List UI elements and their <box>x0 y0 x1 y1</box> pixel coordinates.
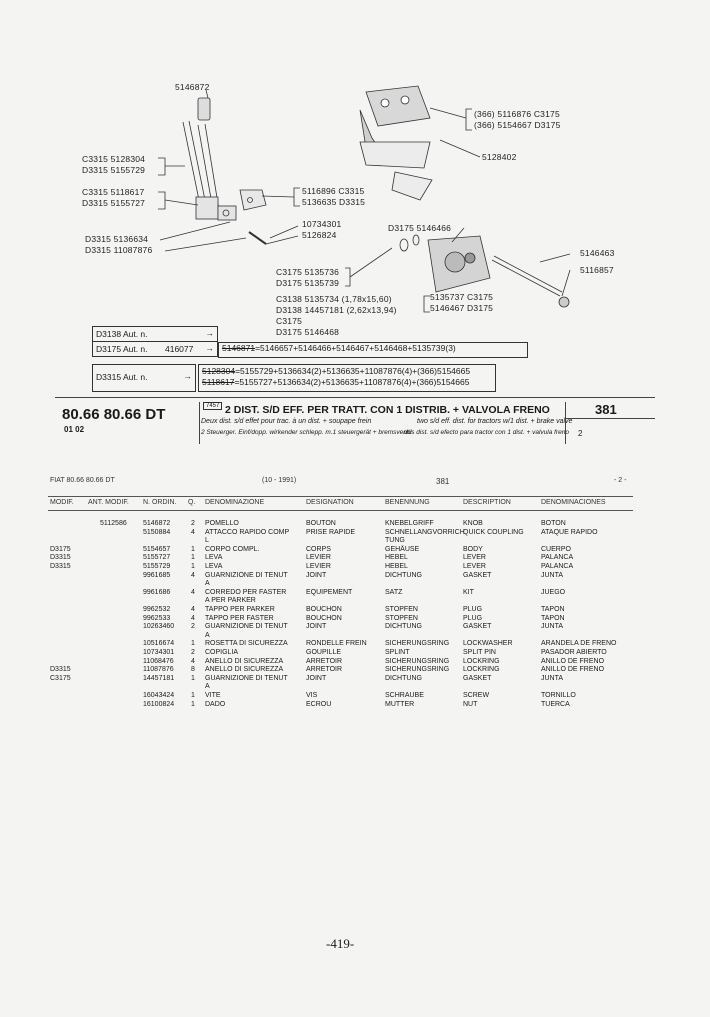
cell-it: GUARNIZIONE DI TENUT <box>205 674 288 682</box>
callout-label: D3315 5155729 <box>82 165 146 175</box>
cell-modif: C3175 <box>50 674 71 682</box>
cell-de: KNEBELGRIFF <box>385 520 434 527</box>
callout-label: D3138 14457181 (2,62x13,94) <box>276 305 397 315</box>
cell-es: TAPON <box>541 606 565 613</box>
cell-de: SPLINT <box>385 649 410 656</box>
cell-it: L <box>205 537 209 545</box>
replacement-formula-d3175 <box>218 342 528 358</box>
callout-label: D3315 5136634 <box>85 234 149 244</box>
cell-en: BODY <box>463 545 483 553</box>
cell-en: GASKET <box>463 571 492 579</box>
struck-part-number: 5128304 <box>202 366 236 376</box>
cell-es: TAPON <box>541 614 565 622</box>
callout-label: (366) 5116876 C3175 <box>474 109 560 119</box>
cell-it: VITE <box>205 692 221 699</box>
cell-de: DICHTUNG <box>385 674 422 682</box>
cell-q: 8 <box>191 666 195 674</box>
cell-ord: 10734301 <box>143 649 175 656</box>
callout-label: D3315 11087876 <box>85 245 153 255</box>
cell-it: A <box>205 683 210 691</box>
page-number: -419- <box>326 936 355 951</box>
cell-ord: 16043424 <box>143 692 175 699</box>
cell-de: SICHERUNGSRING <box>385 666 450 674</box>
callout-label: 5126824 <box>302 230 337 240</box>
cell-de: HEBEL <box>385 554 408 562</box>
cell-modif: D3315 <box>50 554 71 562</box>
cell-en: SCREW <box>463 692 490 699</box>
col-description: DESCRIPTION <box>463 499 511 506</box>
cell-es: JUNTA <box>541 571 564 579</box>
cell-it: TAPPO PER FASTER <box>205 614 274 622</box>
cell-fr: VIS <box>306 692 318 699</box>
struck-part-number: 5146871 <box>222 343 256 353</box>
table-page: 381 <box>436 477 450 486</box>
callout-label: 5135737 C3175 <box>430 292 494 302</box>
replacement-formula: =5146657+5146466+5146467+5146468+5135739(3) <box>255 343 456 353</box>
cell-ord: 5150884 <box>143 528 171 536</box>
cell-it: A <box>205 631 210 639</box>
cell-it: DADO <box>205 700 226 708</box>
replacement-formula: =5155729+5136634(2)+5136635+11087876(4)+(366)5154665 <box>235 366 471 376</box>
cell-q: 4 <box>191 588 195 596</box>
cell-en: LOCKRING <box>463 666 500 674</box>
arrow-icon: → <box>205 343 214 353</box>
cell-de: MUTTER <box>385 700 415 708</box>
cell-fr: ARRETOIR <box>306 657 343 665</box>
plate-header <box>55 397 655 444</box>
struck-part-number: 5118617 <box>202 377 235 387</box>
aut-number: 416077 <box>165 344 194 354</box>
cell-q: 1 <box>191 563 195 570</box>
table-sheet: - 2 - <box>614 477 627 484</box>
cell-ord: 5154657 <box>143 545 171 553</box>
cell-fr: BOUTON <box>306 520 336 527</box>
callout-label: C3138 5135734 (1,78x15,60) <box>276 294 392 304</box>
callout-label: C3175 5135736 <box>276 267 340 277</box>
cell-es: ATAQUE RAPIDO <box>541 528 598 536</box>
aut-box-d3175 <box>92 341 218 357</box>
model-title: 80.66 80.66 DT <box>62 406 166 423</box>
cell-it: ROSETTA DI SICUREZZA <box>205 640 288 648</box>
plate-number: 381 <box>595 402 617 417</box>
cell-fr: BOUCHON <box>306 606 342 613</box>
cell-ord: 11087876 <box>143 666 174 674</box>
subtitle-es: dos dist. s/d efecto para tractor con 1 dist. + valvula freno <box>404 429 569 436</box>
aut-box-d3138 <box>92 326 218 342</box>
cell-it: GUARNIZIONE DI TENUT <box>205 623 288 631</box>
cell-fr: RONDELLE FREIN <box>306 640 367 648</box>
cell-es: JUEGO <box>541 588 566 596</box>
cell-en: LOCKRING <box>463 657 500 665</box>
table-model: FIAT 80.66 80.66 DT <box>50 477 115 484</box>
cell-es: ANILLO DE FRENO <box>541 666 605 674</box>
cell-de: STOPFEN <box>385 614 418 622</box>
cell-es: CUERPO <box>541 545 571 553</box>
cell-es: ARANDELA DE FRENO <box>541 640 617 648</box>
cell-fr: LEVIER <box>306 563 331 570</box>
linkage <box>240 190 266 210</box>
cell-q: 4 <box>191 528 195 536</box>
cell-en: PLUG <box>463 606 483 613</box>
cell-q: 1 <box>191 674 195 682</box>
cell-q: 1 <box>191 700 195 708</box>
cell-ord: 16100824 <box>143 700 175 708</box>
callout-label: 5146872 <box>175 82 210 92</box>
col-denominazione: DENOMINAZIONE <box>205 499 265 506</box>
aut-box-label: D3138 Aut. n. <box>96 329 148 339</box>
aut-box-d3315 <box>92 364 196 392</box>
cell-q: 2 <box>191 520 195 527</box>
callout-label: 5146467 D3175 <box>430 303 494 313</box>
cell-fr: PRISE RAPIDE <box>306 528 356 536</box>
cell-en: NUT <box>463 700 478 708</box>
cell-q: 2 <box>191 649 195 656</box>
aut-box-label: D3315 Aut. n. <box>96 372 148 382</box>
cell-en: LEVER <box>463 554 486 562</box>
cell-q: 4 <box>191 614 195 622</box>
cell-es: BOTON <box>541 520 566 527</box>
callout-label: C3315 5128304 <box>82 154 146 164</box>
cell-es: PALANCA <box>541 554 574 562</box>
cell-q: 1 <box>191 554 195 562</box>
cell-fr: ECROU <box>306 700 332 708</box>
cell-it: ANELLO DI SICUREZZA <box>205 657 284 665</box>
cell-de: STOPFEN <box>385 606 418 613</box>
table-row <box>0 701 710 710</box>
rod <box>492 256 562 296</box>
col-modif: MODIF. <box>50 499 74 506</box>
cell-fr: GOUPILLE <box>306 649 342 656</box>
cell-it: CORPO COMPL. <box>205 545 260 553</box>
callout-label: D3315 5155727 <box>82 198 146 208</box>
cell-fr: CORPS <box>306 545 331 553</box>
cell-de: SICHERUNGSRING <box>385 657 450 665</box>
cell-fr: JOINT <box>306 623 327 631</box>
cell-ord: 11068476 <box>143 657 174 665</box>
cell-q: 2 <box>191 623 195 631</box>
cell-modif: D3315 <box>50 666 71 674</box>
cell-q: 4 <box>191 606 195 613</box>
cell-ord: 9962533 <box>143 614 171 622</box>
col-designation: DESIGNATION <box>306 499 354 506</box>
callout-label: D3175 5135739 <box>276 278 340 288</box>
cell-en: GASKET <box>463 623 492 631</box>
cell-it: A PER PARKER <box>205 597 256 605</box>
callout-label: C3315 5118617 <box>82 187 145 197</box>
cell-fr: LEVIER <box>306 554 331 562</box>
cell-it: A <box>205 580 210 588</box>
cell-it: LEVA <box>205 563 223 570</box>
cell-q: 4 <box>191 571 195 579</box>
cell-de: GEHÄUSE <box>385 545 420 553</box>
cell-ord: 14457181 <box>143 674 175 682</box>
cell-ord: 10516674 <box>143 640 175 648</box>
cell-de: HEBEL <box>385 563 408 570</box>
cell-it: COPIGLIA <box>205 649 239 656</box>
cell-en: LOCKWASHER <box>463 640 513 648</box>
callout-label: 5128402 <box>482 152 517 162</box>
cell-fr: JOINT <box>306 571 327 579</box>
cell-de: SICHERUNGSRING <box>385 640 450 648</box>
cell-de: SCHNELLANGVORRICH <box>385 528 465 536</box>
cell-ord: 10263460 <box>143 623 175 631</box>
cell-de: DICHTUNG <box>385 623 422 631</box>
cell-de: DICHTUNG <box>385 571 422 579</box>
cell-modif: D3315 <box>50 563 71 570</box>
cell-ord: 9961685 <box>143 571 171 579</box>
subtitle-en: two s/d eff. dist. for tractors w/1 dist. + brake valve <box>417 418 573 425</box>
cell-q: 1 <box>191 545 195 553</box>
plate-title: 2 DIST. S/D EFF. PER TRATT. CON 1 DISTRIB. + VALVOLA FRENO <box>225 404 550 416</box>
col-n-ordin: N. ORDIN. <box>143 499 177 506</box>
cell-it: GUARNIZIONE DI TENUT <box>205 571 288 579</box>
plate-subnumber: 2 <box>578 429 583 438</box>
cell-en: PLUG <box>463 614 483 622</box>
cell-ord: 5146872 <box>143 520 171 527</box>
cell-it: TAPPO PER PARKER <box>205 606 275 613</box>
cell-ant: 5112586 <box>100 520 127 527</box>
cell-en: GASKET <box>463 674 492 682</box>
cell-en: LEVER <box>463 563 486 570</box>
callout-label: 5116896 C3315 <box>302 186 365 196</box>
callout-label: 5136635 D3315 <box>302 197 366 207</box>
arrow-icon: → <box>205 328 214 338</box>
col-denominaciones: DENOMINACIONES <box>541 499 606 506</box>
cell-it: ATTACCO RAPIDO COMP <box>205 528 290 536</box>
callout-label: C3175 <box>276 316 303 326</box>
replacement-formula-d3315 <box>198 364 496 392</box>
callout-label: 5116857 <box>580 265 614 275</box>
cell-q: 1 <box>191 692 195 699</box>
col-q: Q. <box>188 499 196 506</box>
cell-ord: 9962532 <box>143 606 171 613</box>
cell-en: KIT <box>463 588 474 596</box>
cell-es: PASADOR ABIERTO <box>541 649 607 656</box>
cell-es: JUNTA <box>541 674 564 682</box>
cell-ord: 5155727 <box>143 554 171 562</box>
lever-1 <box>183 121 206 205</box>
cell-ord: 5155729 <box>143 563 171 570</box>
valve-body <box>366 86 430 126</box>
cell-fr: JOINT <box>306 674 327 682</box>
table-date: (10 - 1991) <box>262 477 297 484</box>
subtitle-de: 2 Steuerger. Einf/dopp. wirkender schlepp. m.1 steuergerät + bremsventil <box>201 429 412 436</box>
col-benennung: BENENNUNG <box>385 499 430 506</box>
cell-q: 1 <box>191 640 195 648</box>
cell-it: LEVA <box>205 554 223 562</box>
callout-label: D3175 5146468 <box>276 327 340 337</box>
nut <box>559 297 569 307</box>
model-code: 01 02 <box>64 425 85 434</box>
cell-de: SCHRAUBE <box>385 692 424 699</box>
col-ant-modif: ANT. MODIF. <box>88 499 129 506</box>
plate-tag: 7457 <box>203 402 222 410</box>
cell-it: POMELLO <box>205 520 239 527</box>
arrow-icon: → <box>183 371 192 381</box>
callout-label: D3175 5146466 <box>388 223 452 233</box>
cell-de: TUNG <box>385 537 405 545</box>
callout-label: 5146463 <box>580 248 615 258</box>
cell-it: ANELLO DI SICUREZZA <box>205 666 284 674</box>
aut-box-label: D3175 Aut. n. <box>96 344 148 354</box>
cell-en: KNOB <box>463 520 483 527</box>
cell-en: SPLIT PIN <box>463 649 496 656</box>
cell-es: JUNTA <box>541 623 564 631</box>
cell-modif: D3175 <box>50 545 71 553</box>
cell-en: QUICK COUPLING <box>463 528 524 536</box>
replacement-formula: =5155727+5136634(2)+5136635+11087876(4)+(366)5154665 <box>234 377 470 387</box>
cell-es: ANILLO DE FRENO <box>541 657 605 665</box>
cell-es: PALANCA <box>541 563 574 570</box>
cell-de: SATZ <box>385 588 403 596</box>
cell-fr: EQUIPEMENT <box>306 588 353 596</box>
cell-fr: ARRETOIR <box>306 666 343 674</box>
callout-label: (366) 5154667 D3175 <box>474 120 561 130</box>
subtitle-fr: Deux dist. s/d effet pour trac. à un dist. + soupape frein <box>201 418 372 425</box>
lever-bracket <box>196 197 218 219</box>
cell-ord: 9961686 <box>143 588 171 596</box>
mounting-plate <box>360 142 430 168</box>
cell-es: TUERCA <box>541 700 570 708</box>
cell-es: TORNILLO <box>541 692 576 699</box>
cell-fr: BOUCHON <box>306 614 342 622</box>
cell-it: CORREDO PER FASTER <box>205 588 287 596</box>
cell-q: 4 <box>191 657 195 665</box>
callout-label: 10734301 <box>302 219 342 229</box>
knob-part <box>198 98 210 120</box>
